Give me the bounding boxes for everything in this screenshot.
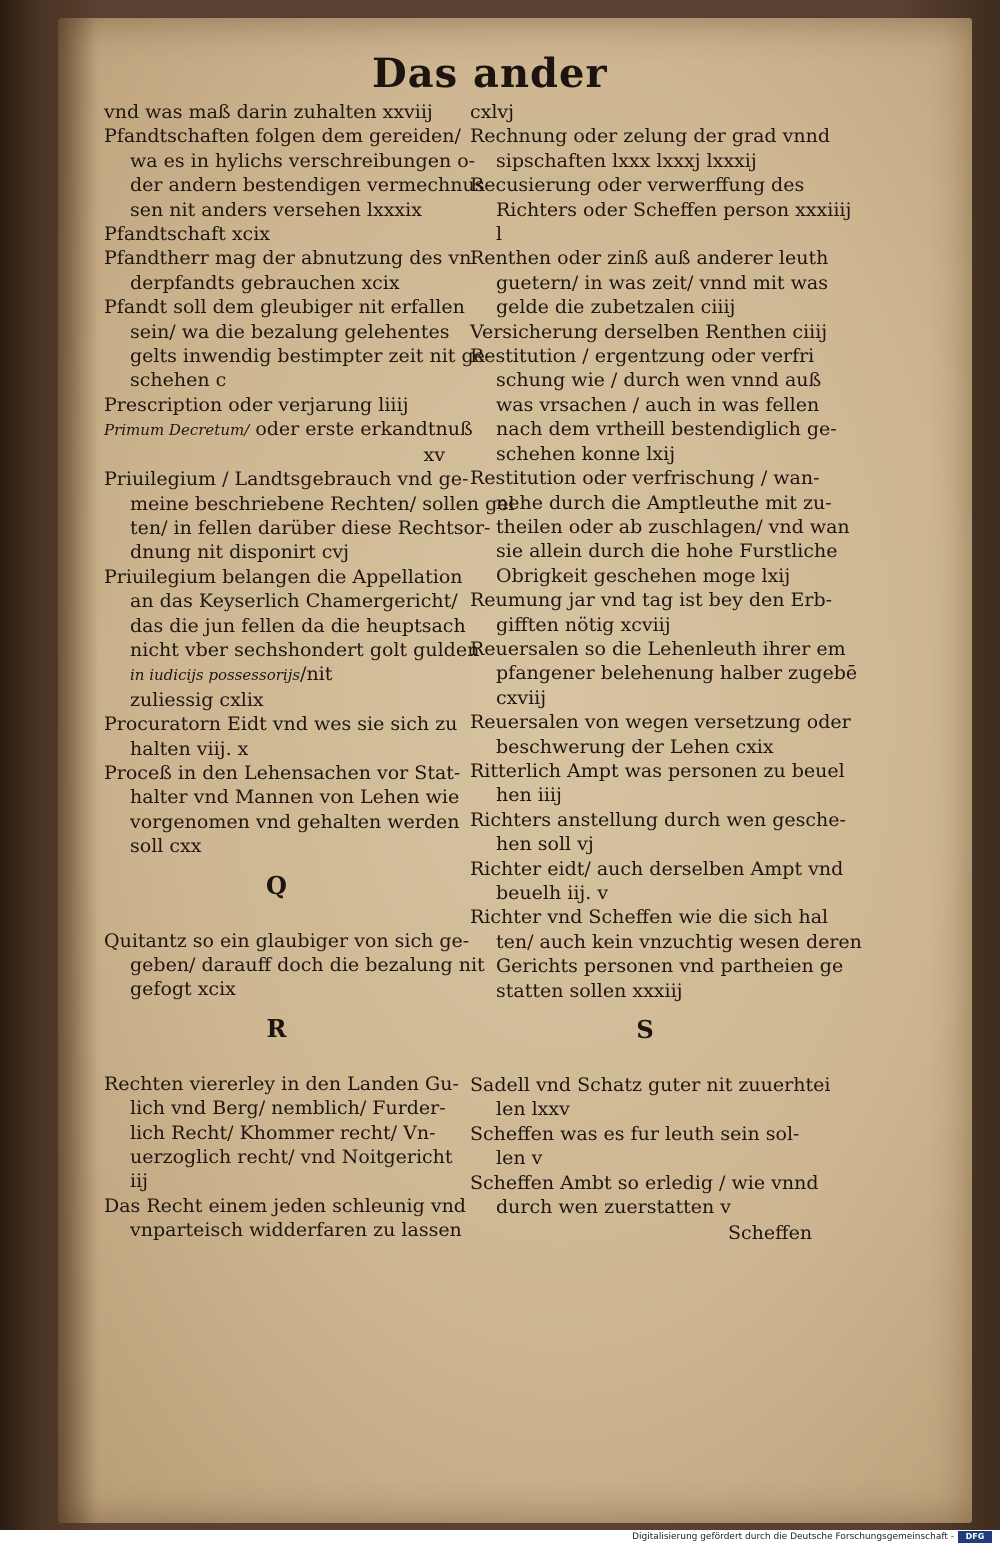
entry-line: Richter vnd Scheffen wie die sich hal — [470, 906, 829, 929]
index-entry — [104, 222, 449, 246]
entry-line: sie allein durch die hohe Furstliche — [496, 540, 838, 563]
entry-line: Restitution / ergentzung oder verfri — [470, 345, 815, 368]
entry-line: nehe durch die Amptleuthe mit zu- — [496, 491, 832, 514]
index-entry — [470, 905, 862, 1003]
entry-line: zuliessig cxlix — [130, 688, 264, 711]
entry-line: Das Recht einem jeden schleunig vnd — [104, 1194, 466, 1217]
index-column-right — [470, 100, 862, 1219]
entry-line: Sadell vnd Schatz guter nit zuuerhtei — [470, 1074, 831, 1097]
entry-line: Richters anstellung durch wen gesche- — [470, 808, 846, 831]
entry-line: Renthen oder zinß auß anderer leuth — [470, 247, 829, 270]
entry-line: uerzoglich recht/ vnd Noitgericht — [130, 1146, 453, 1169]
index-entry — [470, 637, 858, 710]
entry-line: nicht vber sechshondert golt gulden — [130, 638, 480, 661]
index-entry — [470, 100, 820, 124]
entry-line: hen soll vj — [496, 833, 594, 856]
entry-line: len v — [496, 1147, 543, 1170]
index-entry — [470, 1073, 831, 1122]
index-entry — [470, 466, 850, 588]
entry-line: Pfandtschaft xcix — [104, 223, 270, 246]
entry-line: sen nit anders versehen lxxxix — [130, 198, 422, 221]
index-entry — [470, 320, 828, 344]
entry-line: cxlvj — [470, 101, 515, 123]
entry-line: guetern/ in was zeit/ vnnd mit was — [496, 271, 828, 294]
entry-line: ten/ in fellen darüber diese Rechtsor- — [130, 516, 491, 539]
index-entry — [104, 393, 449, 417]
index-entry — [470, 1171, 820, 1220]
entry-line: vnparteisch widderfaren zu lassen — [130, 1219, 462, 1242]
section-letter: R — [266, 1013, 287, 1043]
entry-line: an das Keyserlich Chamergericht/ — [130, 590, 458, 613]
running-head: Das ander — [372, 50, 608, 97]
index-entry — [470, 344, 837, 466]
entry-line: wa es in hylichs verschreibungen o- — [130, 149, 476, 172]
entry-line: hen iiij — [496, 784, 562, 807]
entry-line: Gerichts personen vnd partheien ge — [496, 955, 844, 978]
entry-line: der andern bestendigen vermechnus- — [130, 174, 491, 197]
entry-line: soll cxx — [130, 835, 202, 858]
entry-line: gifften nötig xcviij — [496, 613, 671, 636]
entry-line: Pfandtherr mag der abnutzung des vn — [104, 247, 472, 270]
index-entry — [470, 1122, 820, 1171]
entry-line: derpfandts gebrauchen xcix — [130, 271, 400, 294]
entry-line: ten/ auch kein vnzuchtig wesen deren — [496, 930, 862, 953]
index-entry — [470, 588, 833, 637]
index-entry — [470, 124, 830, 173]
entry-line: Reumung jar vnd tag ist bey den Erb- — [470, 589, 833, 612]
entry-text: oder erste erkandtnuß — [255, 418, 473, 441]
entry-line: geben/ darauff doch die bezalung nit — [130, 954, 485, 976]
entry-line: Richters oder Scheffen person xxxiiij — [496, 198, 852, 221]
index-entry — [470, 857, 844, 906]
entry-line: l — [496, 223, 503, 246]
index-entry — [104, 246, 472, 295]
entry-line: gelts inwendig bestimpter zeit nit ge- — [130, 345, 492, 368]
entry-line: Priuilegium / Landtsgebrauch vnd ge- — [104, 468, 469, 491]
dfg-logo: DFG — [958, 1531, 992, 1543]
entry-line: statten sollen xxxiij — [496, 979, 683, 1002]
entry-line — [104, 662, 449, 687]
index-entry — [104, 565, 480, 712]
entry-line: dnung nit disponirt cvj — [130, 541, 349, 564]
index-entry — [470, 808, 846, 857]
index-entry — [104, 929, 485, 1002]
entry-line: iij — [130, 1170, 149, 1193]
index-entry — [104, 124, 491, 222]
entry-line: Obrigkeit geschehen moge lxij — [496, 564, 791, 587]
entry-line: Reuersalen so die Lehenleuth ihrer em — [470, 637, 846, 660]
entry-line: vnd was maß darin zuhalten xxviij — [104, 101, 433, 123]
entry-line: Recusierung oder verwerffung des — [470, 174, 805, 197]
entry-line: lich Recht/ Khommer recht/ Vn- — [130, 1121, 436, 1144]
entry-line: Quitantz so ein glaubiger von sich ge- — [104, 929, 470, 952]
index-entry — [104, 1072, 459, 1194]
index-entry — [104, 761, 461, 859]
entry-line: schehen c — [130, 369, 227, 392]
entry-line: xv — [423, 443, 445, 466]
entry-line: beschwerung der Lehen cxix — [496, 735, 774, 758]
entry-line: theilen oder ab zuschlagen/ vnd wan — [496, 515, 850, 538]
index-entry — [104, 467, 515, 565]
entry-line: Richter eidt/ auch derselben Ampt vnd — [470, 857, 844, 880]
entry-line: Ritterlich Ampt was personen zu beuel — [470, 759, 845, 782]
entry-line: nach dem vrtheill bestendiglich ge- — [496, 418, 837, 441]
catchword: Scheffen — [728, 1222, 813, 1244]
entry-line: Priuilegium belangen die Appellation — [104, 565, 463, 588]
entry-text: /nit — [300, 663, 333, 686]
entry-line: gefogt xcix — [130, 978, 236, 1001]
entry-line — [104, 417, 473, 442]
entry-line: lich vnd Berg/ nemblich/ Furder- — [130, 1097, 446, 1120]
index-entry — [104, 417, 473, 467]
index-entry — [104, 1194, 466, 1243]
entry-line: halten viij. x — [130, 737, 249, 760]
entry-line: pfangener belehenung halber zugebē — [496, 662, 858, 685]
latin-term: Primum Decretum/ — [104, 421, 250, 440]
index-entry — [104, 295, 492, 393]
entry-line: vorgenomen vnd gehalten werden — [130, 810, 460, 833]
entry-line: sipschaften lxxx lxxxj lxxxij — [496, 149, 757, 172]
section-letter: Q — [266, 870, 287, 900]
entry-line: Scheffen was es fur leuth sein sol- — [470, 1122, 800, 1145]
entry-line: len lxxv — [496, 1098, 570, 1121]
index-entry — [104, 100, 449, 124]
digitization-footer — [0, 1530, 1000, 1545]
entry-line: Prescription oder verjarung liiij — [104, 393, 409, 416]
entry-line: durch wen zuerstatten v — [496, 1196, 731, 1219]
entry-line: Pfandt soll dem gleubiger nit erfallen — [104, 296, 465, 319]
entry-line: meine beschriebene Rechten/ sollen gel — [130, 492, 515, 515]
entry-line: halter vnd Mannen von Lehen wie — [130, 786, 460, 809]
entry-line: Restitution oder verfrischung / wan- — [470, 467, 820, 490]
entry-line: Procuratorn Eidt vnd wes sie sich zu — [104, 713, 458, 736]
entry-line: Proceß in den Lehensachen vor Stat- — [104, 761, 461, 784]
entry-line: sein/ wa die bezalung gelehentes — [130, 320, 450, 343]
entry-line: das die jun fellen da die heuptsach — [130, 614, 466, 637]
entry-line: Reuersalen von wegen versetzung oder — [470, 711, 851, 734]
entry-line: gelde die zubetzalen ciiij — [496, 296, 736, 319]
index-entry — [470, 173, 852, 246]
latin-term: in iudicijs possessorijs — [130, 666, 301, 685]
index-entry — [470, 710, 851, 759]
entry-line: Scheffen Ambt so erledig / wie vnnd — [470, 1171, 819, 1194]
entry-line: Versicherung derselben Renthen ciiij — [470, 320, 828, 343]
entry-line: Rechten viererley in den Landen Gu- — [104, 1072, 459, 1095]
index-entry — [470, 759, 845, 808]
entry-line: schung wie / durch wen vnnd auß — [496, 369, 822, 392]
index-entry — [104, 712, 458, 761]
footer-credit: Digitalisierung gefördert durch die Deutsche Forschungsgemeinschaft - — [632, 1532, 954, 1542]
section-letter: S — [636, 1015, 654, 1045]
entry-line: schehen konne lxij — [496, 442, 676, 465]
entry-line: cxviij — [496, 686, 547, 709]
entry-line: Pfandtschaften folgen dem gereiden/ — [104, 125, 461, 148]
page-gutter-shadow — [58, 18, 98, 1523]
entry-line: beuelh iij. v — [496, 882, 609, 904]
index-entry — [470, 246, 829, 319]
entry-line: was vrsachen / auch in was fellen — [496, 393, 820, 416]
entry-line: Rechnung oder zelung der grad vnnd — [470, 125, 830, 148]
